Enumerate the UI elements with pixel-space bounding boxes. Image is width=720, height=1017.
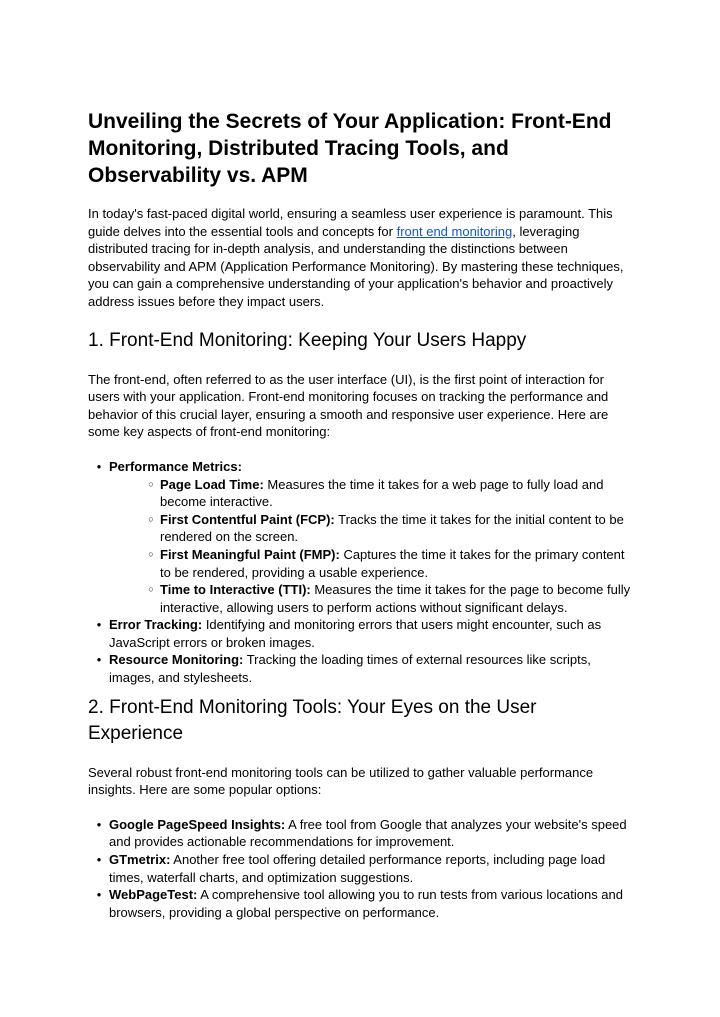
list-item-label: Time to Interactive (TTI): xyxy=(160,582,311,598)
filled-bullet-icon: ● xyxy=(96,655,102,665)
hollow-bullet-icon: ○ xyxy=(148,478,154,489)
filled-bullet-icon: ● xyxy=(96,890,102,900)
list-item xyxy=(88,616,632,651)
hollow-bullet-icon: ○ xyxy=(148,548,154,559)
list-item-text: Another free tool offering detailed performance reports, including page load times, waterfall charts, and optimization suggestions. xyxy=(109,852,606,885)
section-1-paragraph: The front-end, often referred to as the user interface (UI), is the first point of interaction for users with your application. Front-end monitoring focuses on tracking the performance and behavior of this crucial layer, ensuring a smooth and responsive user experience. Here are some key aspects of front-end monitoring: xyxy=(88,371,609,440)
filled-bullet-icon: ● xyxy=(96,620,102,630)
filled-bullet-icon: ● xyxy=(96,855,102,865)
list-item xyxy=(88,851,632,886)
list-item-text: Measures the time it takes for a web page to fully load and become interactive. xyxy=(160,476,604,510)
section-1-heading: 1. Front-End Monitoring: Keeping Your Users Happy xyxy=(88,329,527,351)
list-item xyxy=(88,816,632,851)
list-item-label: Page Load Time: xyxy=(160,476,264,492)
list-item-text: Measures the time it takes for the page to become fully interactive, allowing users to perform actions without significant delays. xyxy=(160,582,631,615)
intro-text-after-link: , leveraging distributed tracing for in-depth analysis, and understanding the distinctions between observability and APM (Application Performance Monitoring). By mastering these techniques, you can gain a comprehensive understanding of your application's behavior and proactively address issues before they impact users. xyxy=(88,223,624,309)
section-2-bullet-list xyxy=(88,816,632,922)
list-item xyxy=(109,581,632,616)
document-title: Unveiling the Secrets of Your Application: Front-End Monitoring, Distributed Tracing Tools, and Observability vs. APM xyxy=(88,110,612,187)
list-item-text: Tracking the loading times of external resources like scripts, images, and stylesheets. xyxy=(109,652,591,686)
list-item-label: Resource Monitoring: xyxy=(109,652,244,668)
list-item-text: Captures the time it takes for the primary content to be rendered, providing a usable experience. xyxy=(160,546,625,580)
list-item-text: A comprehensive tool allowing you to run tests from various locations and browsers, providing a global perspective on performance. xyxy=(109,887,623,920)
list-item-label: Google PageSpeed Insights: xyxy=(109,816,286,832)
list-item xyxy=(88,651,632,686)
section-2-paragraph: Several robust front-end monitoring tools can be utilized to gather valuable performance insights. Here are some popular options: xyxy=(88,764,594,798)
list-item-label: GTmetrix: xyxy=(109,852,171,868)
list-item-label: Error Tracking: xyxy=(109,617,203,633)
performance-metrics-sublist xyxy=(109,476,632,617)
list-item-text: Tracks the time it takes for the initial content to be rendered on the screen. xyxy=(160,511,624,545)
list-item-text: Identifying and monitoring errors that users might encounter, such as JavaScript errors or broken images. xyxy=(109,617,602,650)
intro-text-before-link: In today's fast-paced digital world, ensuring a seamless user experience is paramount. This guide delves into the essential tools and concepts for xyxy=(88,206,613,239)
section-2-heading: 2. Front-End Monitoring Tools: Your Eyes on the User Experience xyxy=(88,696,537,744)
list-item xyxy=(109,546,632,581)
list-item-label: First Contentful Paint (FCP): xyxy=(160,511,335,527)
list-item xyxy=(109,476,632,511)
list-item-label: First Meaningful Paint (FMP): xyxy=(160,546,340,562)
filled-bullet-icon: ● xyxy=(96,461,102,471)
list-item-label: Performance Metrics: xyxy=(109,458,242,474)
list-item xyxy=(88,886,632,921)
hollow-bullet-icon: ○ xyxy=(148,584,154,595)
front-end-monitoring-link[interactable]: front end monitoring xyxy=(396,223,513,239)
section-1-bullet-list xyxy=(88,458,632,687)
list-item xyxy=(88,458,632,616)
list-item xyxy=(109,511,632,546)
hollow-bullet-icon: ○ xyxy=(148,513,154,524)
filled-bullet-icon: ● xyxy=(96,819,102,829)
list-item-text: A free tool from Google that analyzes your website's speed and provides actionable recommendations for improvement. xyxy=(109,816,627,850)
list-item-label: WebPageTest: xyxy=(109,887,198,903)
intro-paragraph xyxy=(88,205,632,311)
